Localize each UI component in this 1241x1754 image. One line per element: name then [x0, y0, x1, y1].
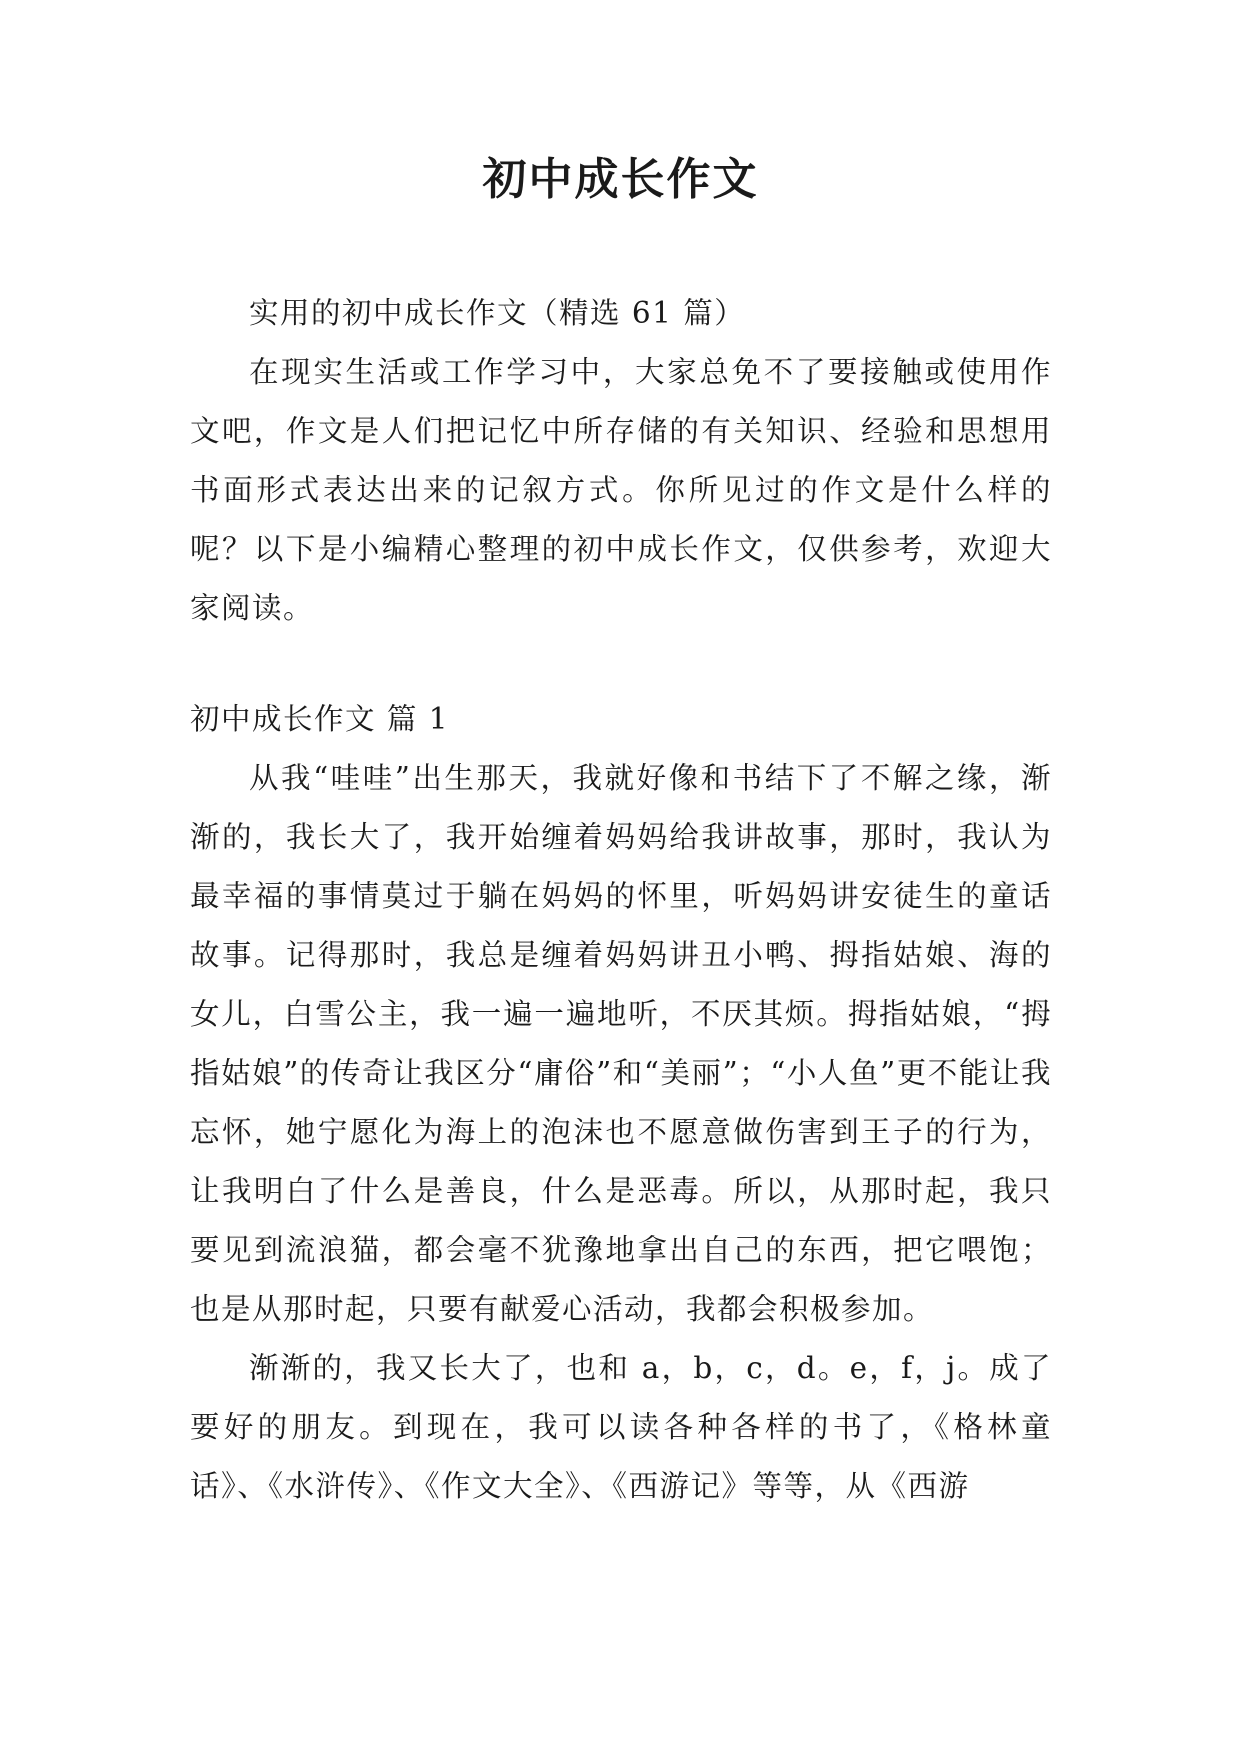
article-block — [190, 690, 1052, 1516]
section-heading: 初中成长作文 篇 1 — [190, 702, 450, 736]
document-subtitle: 实用的初中成长作文（精选 61 篇） — [249, 296, 746, 330]
document-title: 初中成长作文 — [482, 154, 759, 205]
article-paragraph-1: 从我“哇哇”出生那天，我就好像和书结下了不解之缘，渐渐的，我长大了，我开始缠着妈妈给我讲故事，那时，我认为最幸福的事情莫过于躺在妈妈的怀里，听妈妈讲安徒生的童话故事。记得那时，我总是缠着妈妈讲丑小鸭、拇指姑娘、海的女儿，白雪公主，我一遍一遍地听，不厌其烦。拇指姑娘，“拇指姑娘”的传奇让我区分“庸俗”和“美丽”；“小人鱼”更不能让我忘怀，她宁愿化为海上的泡沫也不愿意做伤害到王子的行为，让我明白了什么是善良，什么是恶毒。所以，从那时起，我只要见到流浪猫，都会毫不犹豫地拿出自己的东西，把它喂饱；也是从那时起，只要有献爱心活动，我都会积极参加。 — [190, 761, 1052, 1326]
article-paragraph-2: 渐渐的，我又长大了，也和 a，b，c，d。e，f，j。成了要好的朋友。到现在，我可以读各种各样的书了，《格林童话》、《水浒传》、《作文大全》、《西游记》等等，从《西游 — [190, 1351, 1052, 1503]
intro-block — [190, 284, 1052, 638]
intro-paragraph: 在现实生活或工作学习中，大家总免不了要接触或使用作文吧，作文是人们把记忆中所存储的有关知识、经验和思想用书面形式表达出来的记叙方式。你所见过的作文是什么样的呢？以下是小编精心整理的初中成长作文，仅供参考，欢迎大家阅读。 — [190, 355, 1052, 625]
